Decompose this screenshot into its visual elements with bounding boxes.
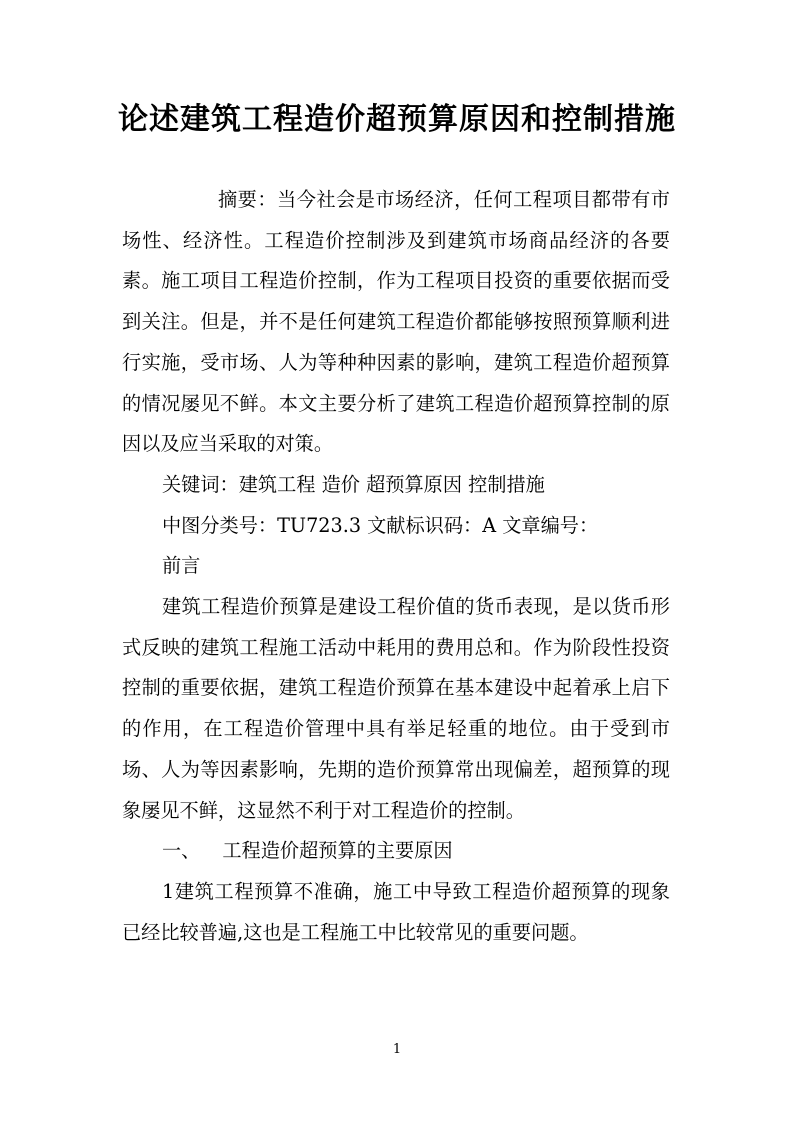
section-title: 工程造价超预算的主要原因: [222, 839, 453, 863]
preface-heading: 前言: [162, 554, 201, 578]
point-paragraph: 1建筑工程预算不准确，施工中导致工程造价超预算的现象已经比较普遍,这也是工程施工中比较常见的重要问题。: [122, 879, 670, 944]
document-title: 论述建筑工程造价超预算原因和控制措施: [118, 102, 676, 137]
keywords-line: 关键词：建筑工程 造价 超预算原因 控制措施: [162, 472, 545, 496]
section-number: 一、: [162, 839, 201, 863]
preface-paragraph: 建筑工程造价预算是建设工程价值的货币表现，是以货币形式反映的建筑工程施工活动中耗用的费用总和。作为阶段性投资控制的重要依据，建筑工程造价预算在基本建设中起着承上启下的作用，在工程造价管理中具有举足轻重的地位。由于受到市场、人为等因素影响，先期的造价预算常出现偏差，超预算的现象屡见不鲜，这显然不利于对工程造价的控制。: [122, 595, 670, 822]
abstract-paragraph: 摘要：当今社会是市场经济，任何工程项目都带有市场性、经济性。工程造价控制涉及到建筑市场商品经济的各要素。施工项目工程造价控制，作为工程项目投资的重要依据而受到关注。但是，并不是任何建筑工程造价都能够按照预算顺利进行实施，受市场、人为等种种因素的影响，建筑工程造价超预算的情况屡见不鲜。本文主要分析了建筑工程造价超预算控制的原因以及应当采取的对策。: [122, 188, 670, 456]
page-number: 1: [392, 1042, 402, 1057]
classification-line: 中图分类号：TU723.3 文献标识码：A 文章编号：: [162, 513, 599, 537]
section-heading: [122, 831, 670, 872]
document-body: [122, 180, 670, 953]
